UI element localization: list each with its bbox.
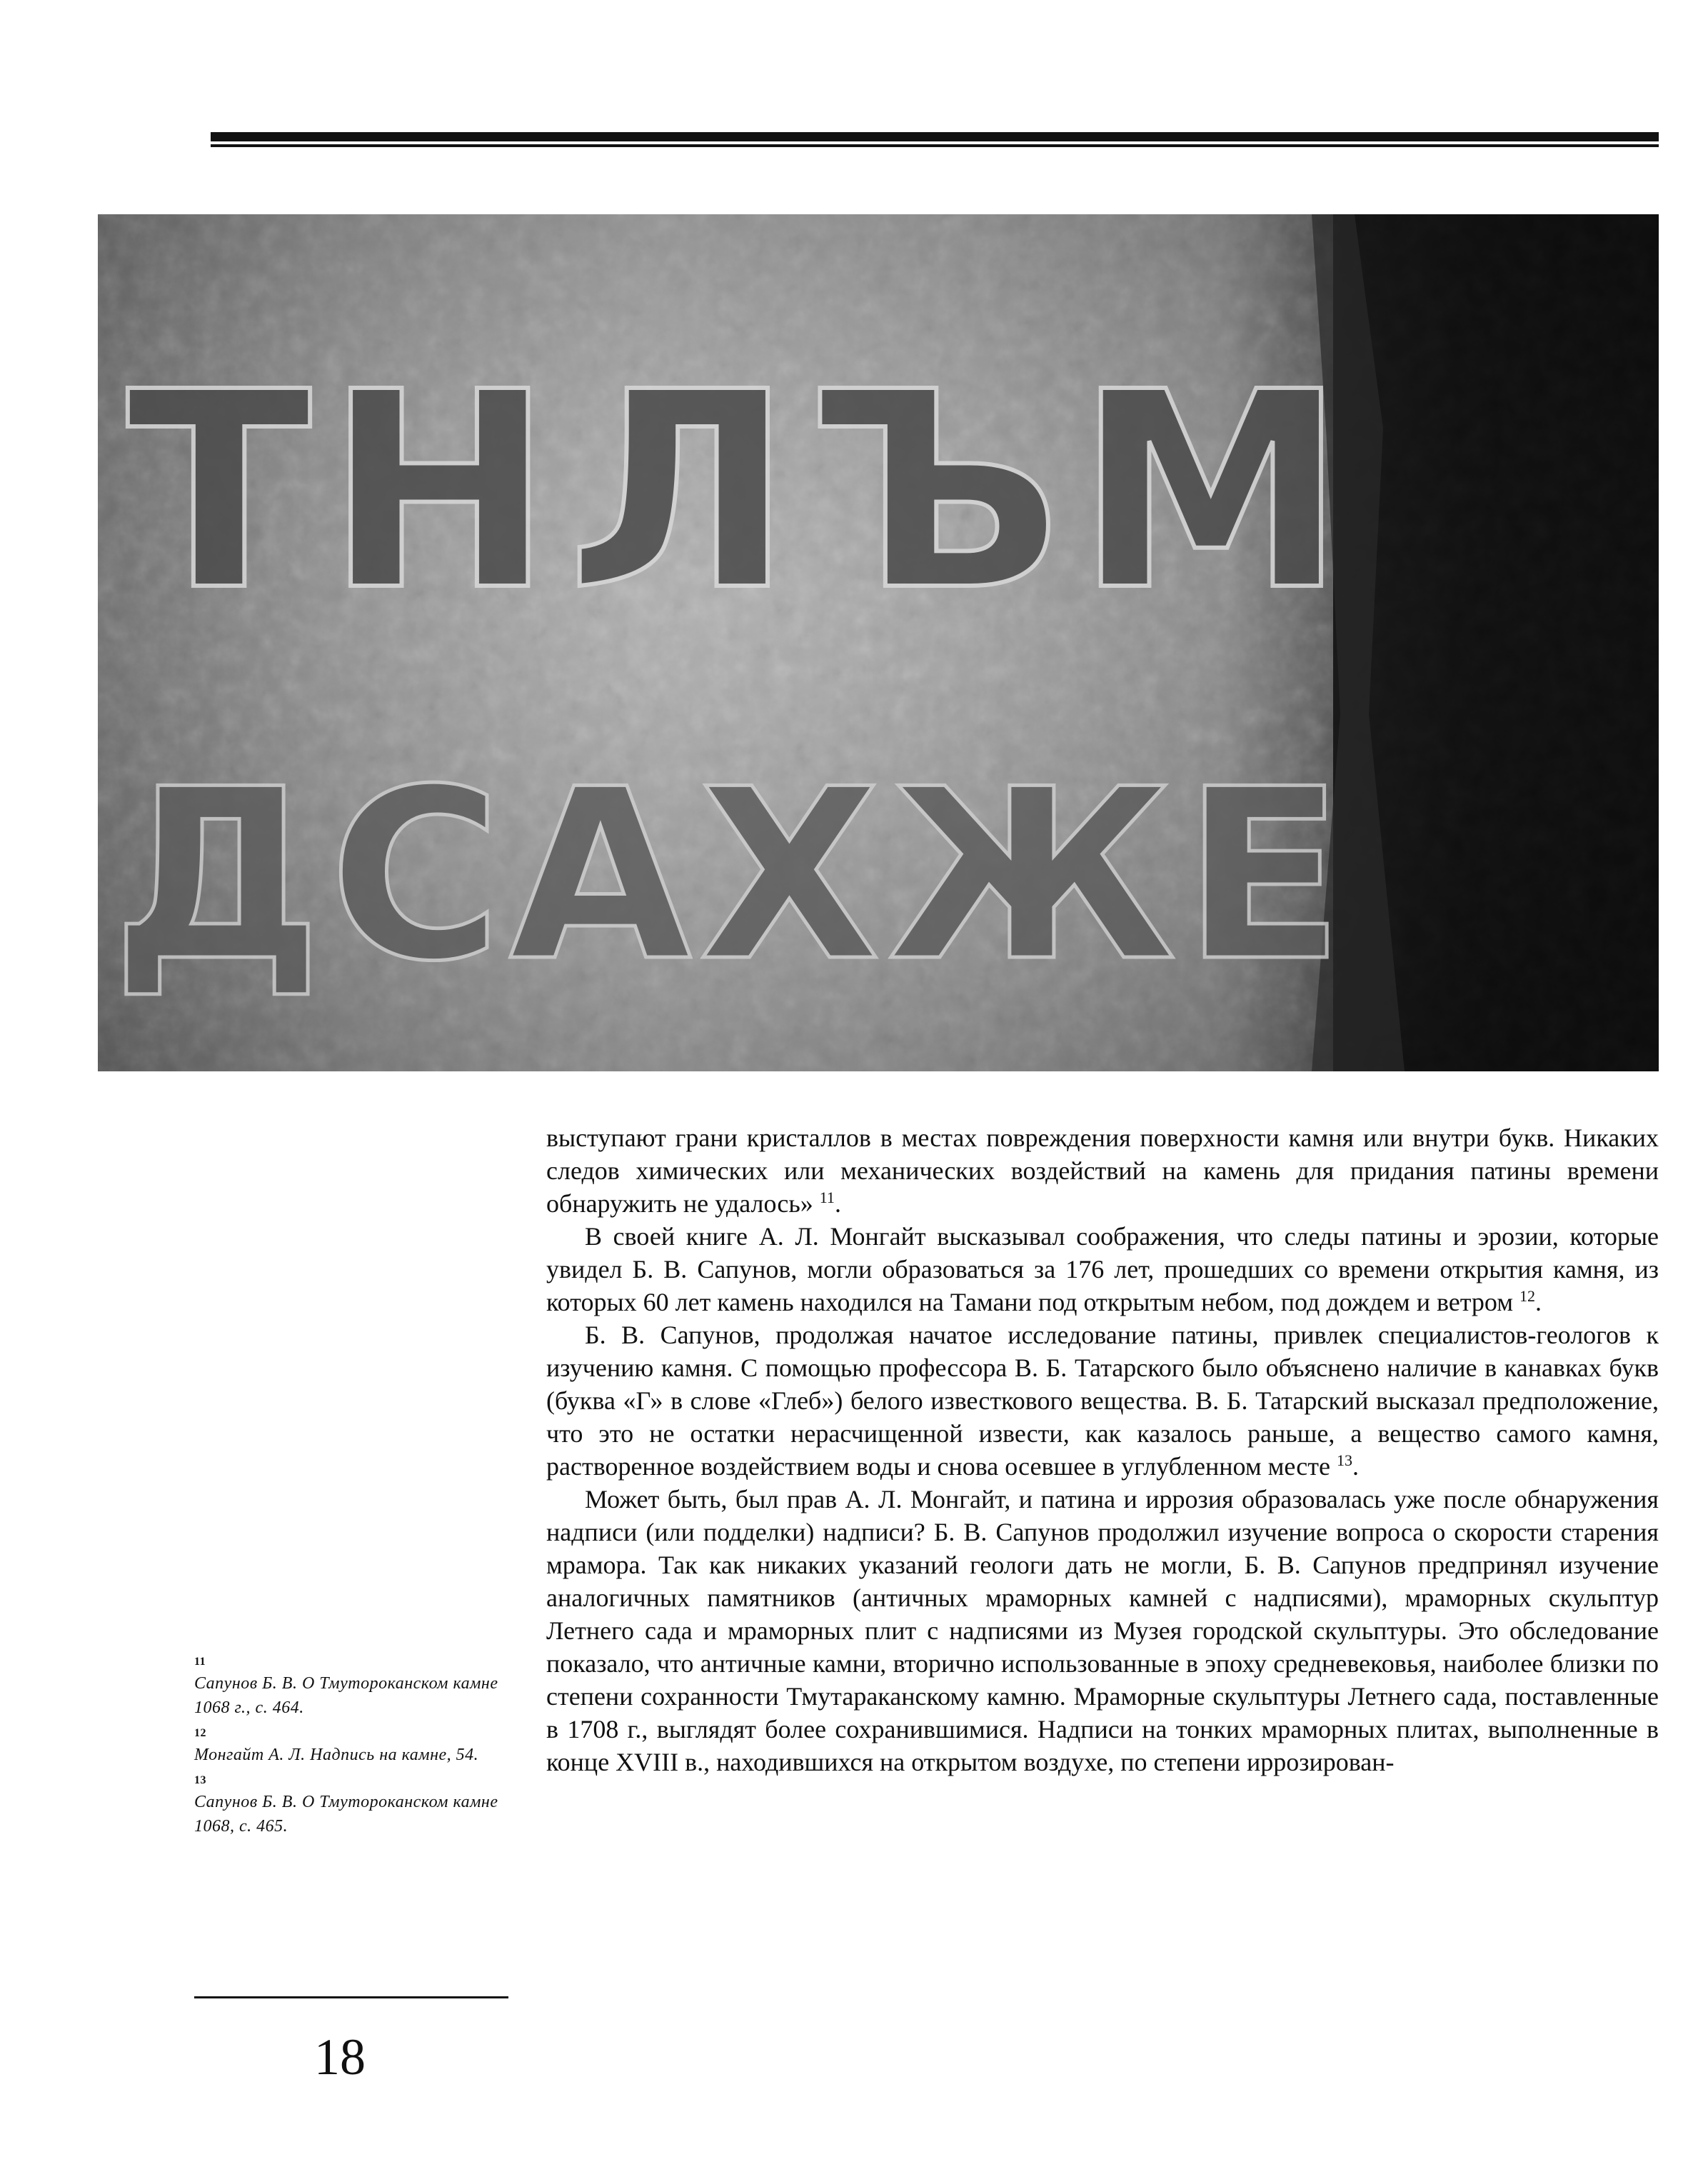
top-rule-thin [211,144,1659,147]
footnotes [194,1650,508,1843]
footnote-number: 12 [194,1727,206,1739]
paragraph-3-text: Б. В. Сапунов, продолжая начатое исследование патины, привлек специалистов-геологов к изучению камня. С помощью профессора В. Б. Татарского было объяснено наличие в канавках букв (буква «Г» в слове «Глеб») белого известкового вещества. В. Б. Татарский высказал предположение, что это не остатки нерасчищенной извести, как казалось раньше, а вещество самого камня, растворенное воздействием воды и снова осевшее в углубленном месте [546,1321,1659,1481]
top-rule-thick [211,132,1659,141]
page-number: 18 [314,2028,366,2086]
footnote-number: 13 [194,1774,206,1786]
sentence-end: . [834,1189,841,1218]
footnote-text: Сапунов Б. В. О Тмутороканском камне 1068, с. 465. [194,1793,498,1836]
paragraph-4-text: Может быть, был прав А. Л. Монгайт, и патина и иррозия образовалась уже после обнаружения надписи (или подделки) надписи? Б. В. Сапунов продолжил изучение вопроса о скорости старения мрамора. Так как никаких указаний геологи дать не могли, Б. В. Сапунов предпринял изучение аналогичных памятников (античных мраморных камней с надписями), мраморных скульптур Летнего сада и мраморных плит с надписями из Музея городской скульптуры. Это обследование показало, что античные камни, вторично использованные в эпоху средневековья, наиболее близки по степени сохранности Тмутараканскому камню. Мраморные скульптуры Летнего сада, поставленные в 1708 г., выглядят более сохранившимися. Надписи на тонких мраморных плитах, выполненные в конце XVIII в., находившихся на открытом воздухе, по степени иррозирован- [546,1485,1659,1776]
footnote-ref-13: 13 [1336,1451,1352,1469]
footnote-number: 11 [194,1656,206,1668]
body-text [546,1121,1659,1778]
footnote-rule [194,1996,508,1998]
paragraph-4 [546,1483,1659,1778]
footnote-ref-12: 12 [1519,1287,1536,1305]
stone-texture [98,214,1659,1071]
paragraph-2 [546,1220,1659,1318]
paragraph-2-text: В своей книге А. Л. Монгайт высказывал соображения, что следы патины и эрозии, которые увидел Б. В. Сапунов, могли образоваться за 176 лет, прошедших со времени открытия камня, из которых 60 лет камень находился на Тамани под открытым небом, под дождем и ветром [546,1222,1659,1316]
paragraph-3 [546,1318,1659,1483]
footnote-text: Сапунов Б. В. О Тмутороканском камне 1068 г., с. 464. [194,1674,498,1717]
footnote-text: Монгайт А. Л. Надпись на камне, 54. [194,1746,479,1764]
footnote-ref-11: 11 [819,1188,835,1206]
sentence-end: . [1352,1452,1359,1481]
paragraph-1 [546,1121,1659,1220]
paragraph-1-text: выступают грани кристаллов в местах повреждения поверхности камня или внутри букв. Никаких следов химических или механических воздействий на камень для придания патины времени обнаружить не удалось» [546,1123,1659,1218]
sentence-end: . [1535,1288,1542,1316]
inscription-line2: ДСАХЖЕ [112,739,1352,1013]
inscription-line1: ТНЛЪМ [126,334,1360,650]
top-rule [211,132,1659,148]
stone-inscription-photo [98,214,1659,1071]
